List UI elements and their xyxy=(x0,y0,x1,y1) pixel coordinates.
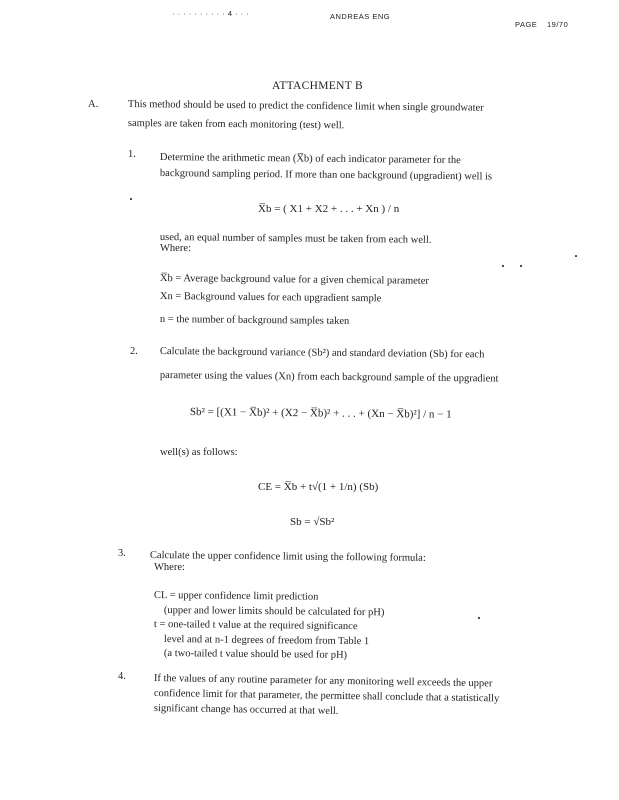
variance-formula: Sb² = [(X1 − X̅b)² + (X2 − X̅b)² + . . . + (Xn − X̅b)²] / n − 1 xyxy=(189,406,452,421)
fax-number: · · · · · · · · · · 4 · · · xyxy=(172,9,250,18)
scan-speck xyxy=(575,255,577,257)
step-2-marker: 2. xyxy=(130,346,138,357)
step-1-def-2: Xn = Background values for each upgradient sample xyxy=(159,291,382,305)
mean-formula: X̅b = ( X1 + X2 + . . . + Xn ) / n xyxy=(258,203,400,215)
section-a-line-2: samples are taken from each monitoring (test) well. xyxy=(127,118,345,132)
step-3-line-1: Calculate the upper confidence limit using the following formula: xyxy=(149,550,426,564)
step-2-line-1: Calculate the background variance (Sb²) and standard deviation (Sb) for each xyxy=(159,346,485,361)
step-3-where: Where: xyxy=(154,562,185,573)
scan-speck xyxy=(520,265,522,267)
step-1-line-2: background sampling period. If more than one background (upgradient) well is xyxy=(159,168,493,183)
step-3-def-4: level and at n-1 degrees of freedom from Table 1 xyxy=(163,634,370,648)
step-1-def-3: n = the number of background samples taken xyxy=(159,314,350,327)
section-a-marker: A. xyxy=(88,99,99,110)
step-1-line-3: used, an equal number of samples must be taken from each well. xyxy=(159,232,432,246)
page-label: PAGE xyxy=(515,20,538,29)
step-3-def-3: t = one-tailed t value at the required significance xyxy=(153,619,358,633)
scan-speck xyxy=(130,198,132,200)
step-4-line-2: confidence limit for that parameter, the permittee shall conclude that a statistically xyxy=(153,688,500,705)
scan-speck xyxy=(478,617,480,619)
step-1-where: Where: xyxy=(160,243,191,254)
step-2-line-2: parameter using the values (Xn) from each background sample of the upgradient xyxy=(159,370,499,385)
step-3-marker: 3. xyxy=(118,548,126,559)
step-4-line-1: If the values of any routine parameter for any monitoring well exceeds the upper xyxy=(153,673,493,690)
step-4-line-3: significant change has occurred at that well. xyxy=(153,703,339,717)
step-3-def-1: CL = upper confidence limit prediction xyxy=(153,590,319,603)
step-4-marker: 4. xyxy=(118,671,126,682)
fax-sender: ANDREAS ENG xyxy=(330,12,391,21)
document-title: ATTACHMENT B xyxy=(272,80,363,92)
step-1-line-1: Determine the arithmetic mean (X̅b) of each indicator parameter for the xyxy=(159,152,461,167)
step-3-def-5: (a two-tailed t value should be used for pH) xyxy=(163,648,348,661)
step-2-line-3: well(s) as follows: xyxy=(160,447,238,458)
section-a-line-1: This method should be used to predict the confidence limit when single groundwater xyxy=(127,99,484,114)
step-3-def-2: (upper and lower limits should be calculated for pH) xyxy=(163,605,385,619)
step-1-def-1: X̅b = Average background value for a given chemical parameter xyxy=(159,273,429,287)
confidence-formula: CE = X̅b + t√(1 + 1/n) (Sb) xyxy=(258,481,379,493)
std-dev-formula: Sb = √Sb² xyxy=(290,516,335,528)
step-1-marker: 1. xyxy=(128,149,136,160)
scan-speck xyxy=(502,265,504,267)
page-number: 19/70 xyxy=(547,20,569,29)
